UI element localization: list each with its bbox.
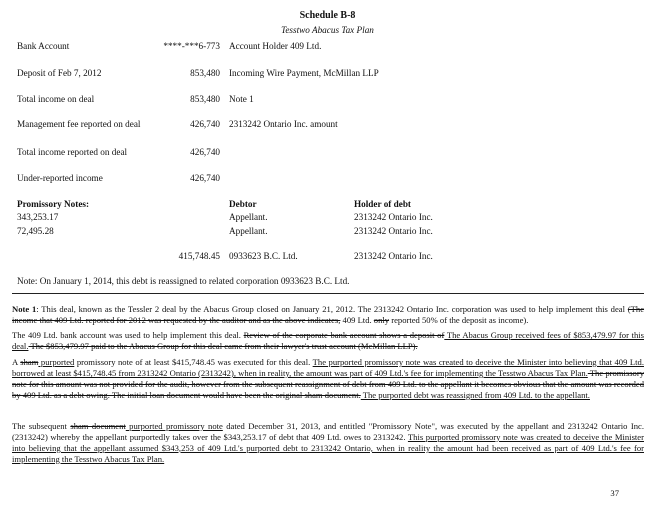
- note-label: Note 1: [12, 304, 37, 314]
- row-value: ****-***6-773: [163, 41, 220, 51]
- row-value: 853,480: [190, 94, 220, 104]
- page-number: 37: [610, 488, 619, 498]
- row-label: Total income on deal: [17, 94, 95, 104]
- note-total-debtor: 0933623 B.C. Ltd.: [229, 251, 298, 261]
- row-desc: Incoming Wire Payment, McMillan LLP: [229, 68, 379, 78]
- struck-text: sham: [20, 357, 39, 367]
- struck-text: sham document: [70, 421, 126, 431]
- note-debtor: Appellant.: [229, 226, 268, 236]
- row-label: Total income reported on deal: [17, 147, 128, 157]
- notes-header-amount: Promissory Notes:: [17, 199, 90, 209]
- reassignment-note: Note: On January 1, 2014, this debt is reassigned to related corporation 0933623 B.C. Ltd.: [17, 276, 350, 286]
- struck-text: (The income that 409 Ltd. reported for 2012 was requested by the auditor and as the above indicates,: [12, 304, 645, 325]
- row-value: 426,740: [190, 147, 220, 157]
- row-value: 853,480: [190, 68, 220, 78]
- row-label: Bank Account: [17, 41, 70, 51]
- note-amount: 72,495.28: [17, 226, 54, 236]
- paragraph-promissory-note: [12, 357, 644, 401]
- note-total-holder: 2313242 Ontario Inc.: [354, 251, 433, 261]
- row-label: Management fee reported on deal: [17, 119, 141, 129]
- row-value: 426,740: [190, 173, 220, 183]
- row-label: Deposit of Feb 7, 2012: [17, 68, 102, 78]
- inserted-text: This purported promissory note was created to deceive the Minister into believing that the appellant assumed $343,253 of 409 Ltd.'s purported debt to 2313242 Ontario, when in reality the amount had been received as part of 409 Ltd.'s fee for implementing the Tesstwo Abacus Tax Plan.: [12, 431, 644, 464]
- note-debtor: Appellant.: [229, 212, 268, 222]
- paragraph-bank-account: [12, 330, 644, 352]
- row-value: 426,740: [190, 119, 220, 129]
- divider: [12, 293, 644, 294]
- row-desc: Account Holder 409 Ltd.: [229, 41, 322, 51]
- paragraph-subsequent-note: [12, 421, 644, 465]
- schedule-subtitle: Tesstwo Abacus Tax Plan: [281, 25, 374, 35]
- paragraph-text: 409 Ltd.: [340, 314, 374, 325]
- note-holder: 2313242 Ontario Inc.: [354, 226, 433, 236]
- inserted-text: The Abacus Group received fees of $853,479.97 for this deal.: [12, 330, 644, 351]
- paragraph-text: reported 50% of the deposit as income).: [389, 314, 529, 325]
- paragraph-text: The subsequent: [12, 421, 71, 431]
- inserted-text: The purported debt was reassigned from 409 Ltd. to the appellant.: [360, 389, 590, 400]
- inserted-text: The purported promissory note was created to deceive the Minister into believing that 409 Ltd. borrowed at least $415,748.45 from 2313242 Ontario (2313242), when in reality, the amount was part of 409 Ltd.'s fee for implementing the Tesstwo Abacus Tax Plan.: [12, 357, 644, 378]
- paragraph-text: The 409 Ltd. bank account was used to help implement this deal.: [12, 330, 244, 340]
- struck-text: Review of the corporate bank account shows a deposit of: [243, 330, 445, 340]
- row-desc: Note 1: [229, 94, 254, 104]
- struck-text: The promissory note for this amount was not provided for the audit, however from the subsequent reassignment of debt from 409 Ltd. to the appellant it becomes obvious that the amount was recorded by 409 Ltd. as a debt owing. The initial loan document would have been the original sham document.: [12, 367, 644, 400]
- paragraph-text: promissory note of at least $415,748.45 was executed for this deal.: [74, 357, 313, 367]
- inserted-text: purported promissory note: [125, 421, 223, 431]
- row-label: Under-reported income: [17, 173, 103, 183]
- struck-text: only: [373, 314, 390, 325]
- paragraph-text: dated December 31, 2013, and entitled "Promissory Note", was executed by the appellant and 2313242 Ontario Inc. (2313242) whereby the appellant purportedly takes over the $343,253.17 of debt that 409 Ltd. owes to 2313242.: [12, 421, 644, 442]
- paragraph-note-1: [12, 304, 644, 326]
- row-desc: 2313242 Ontario Inc. amount: [229, 119, 338, 129]
- notes-header-debtor: Debtor: [229, 199, 257, 209]
- note-amount: 343,253.17: [17, 212, 59, 222]
- note-total-amount: 415,748.45: [178, 251, 220, 261]
- schedule-title: Schedule B-8: [299, 10, 356, 21]
- paragraph-text: A: [12, 357, 21, 367]
- struck-text: The $853,479.97 paid to the Abacus Group for this deal came from their lawyer's trust account (McMillan LLP).: [28, 340, 418, 351]
- paragraph-text: : This deal, known as the Tessler 2 deal by the Abacus Group closed on January 21, 2012. The 2313242 Ontario Inc. corporation was used to help implement this deal: [36, 304, 628, 314]
- note-holder: 2313242 Ontario Inc.: [354, 212, 433, 222]
- inserted-text: purported: [38, 357, 75, 367]
- notes-header-holder: Holder of debt: [354, 199, 411, 209]
